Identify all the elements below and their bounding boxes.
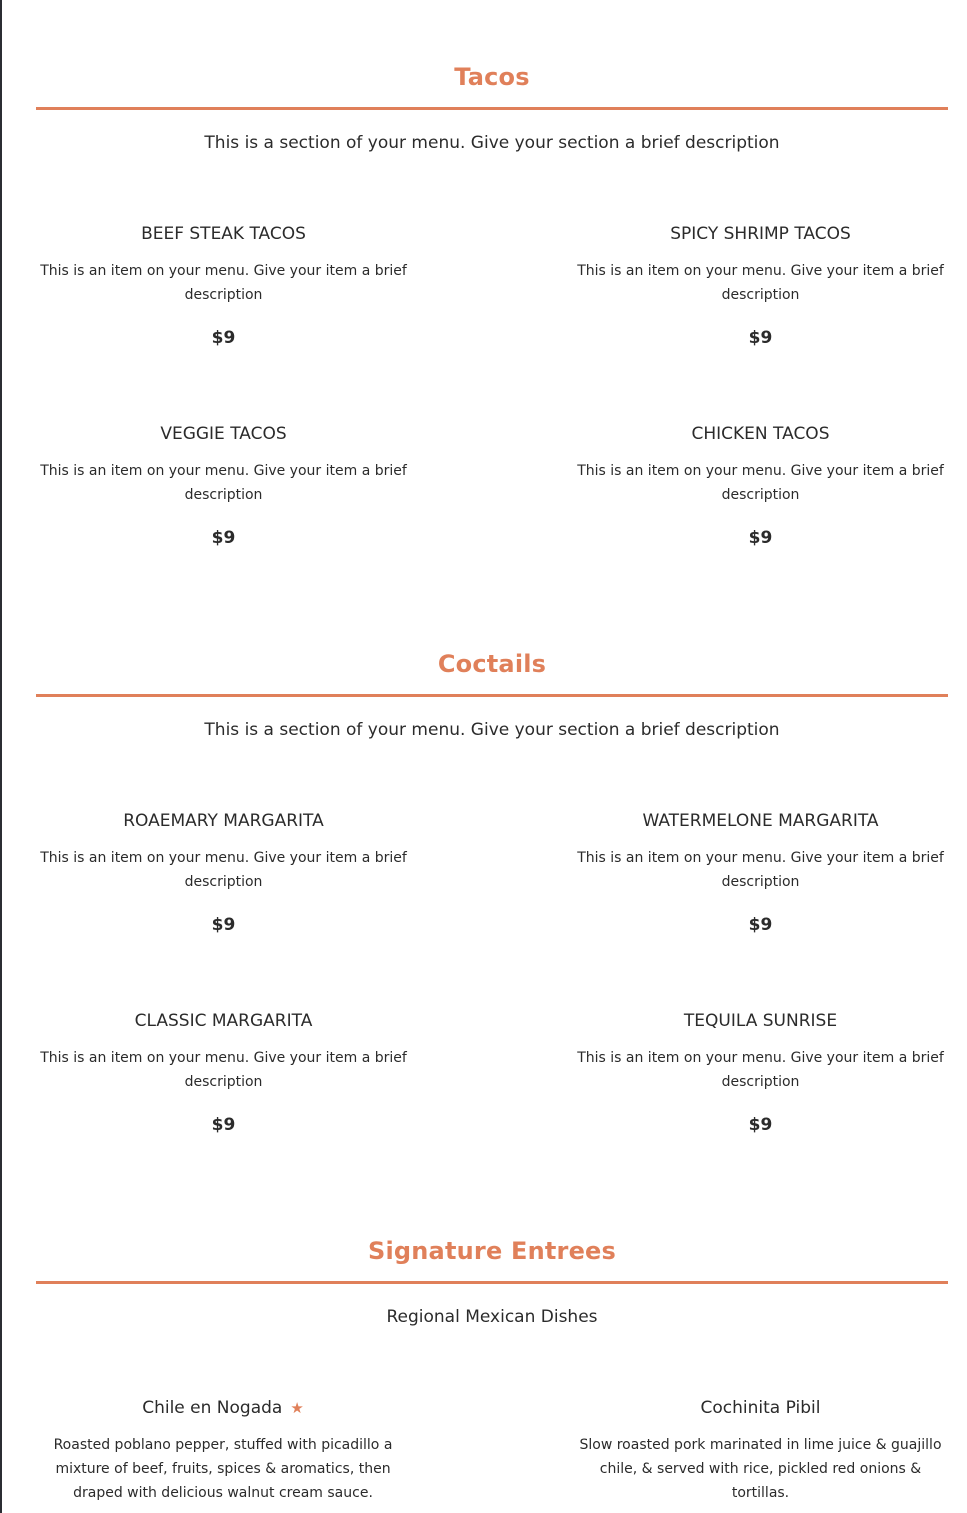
- star-icon: ★: [290, 1399, 304, 1417]
- menu-item[interactable]: [573, 1010, 948, 1136]
- item-price: $9: [211, 528, 236, 548]
- item-price: $9: [211, 915, 236, 935]
- item-description: This is an item on your menu. Give your item a brief description: [577, 1050, 944, 1090]
- section-title-signature-entrees: Signature Entrees: [367, 1237, 617, 1265]
- item-name: SPICY SHRIMP TACOS: [670, 224, 851, 244]
- item-name: CHICKEN TACOS: [691, 424, 830, 444]
- item-description: This is an item on your menu. Give your item a brief description: [577, 463, 944, 503]
- item-price: $9: [748, 915, 773, 935]
- item-description: This is an item on your menu. Give your item a brief description: [577, 850, 944, 890]
- item-description: This is an item on your menu. Give your item a brief description: [40, 850, 407, 890]
- item-description: This is an item on your menu. Give your item a brief description: [40, 263, 407, 303]
- item-price: $9: [748, 528, 773, 548]
- item-description: Roasted poblano pepper, stuffed with picadillo a mixture of beef, fruits, spices & aromatics, then draped with delicious walnut cream sauce.: [53, 1437, 393, 1501]
- item-name: TEQUILA SUNRISE: [683, 1011, 838, 1031]
- menu-page: [36, 0, 948, 1513]
- menu-item[interactable]: [573, 1397, 948, 1505]
- menu-item[interactable]: [36, 810, 411, 936]
- item-price: $9: [748, 1115, 773, 1135]
- menu-item[interactable]: [36, 1010, 411, 1136]
- item-name: Chile en Nogada: [142, 1398, 283, 1418]
- item-price: $9: [211, 328, 236, 348]
- section-description: This is a section of your menu. Give your section a brief description: [204, 133, 780, 153]
- item-description: This is an item on your menu. Give your item a brief description: [577, 263, 944, 303]
- menu-item[interactable]: [573, 423, 948, 549]
- section-description: Regional Mexican Dishes: [386, 1307, 598, 1327]
- item-name: CLASSIC MARGARITA: [134, 1011, 313, 1031]
- item-price: $9: [211, 1115, 236, 1135]
- section-divider: [36, 1281, 948, 1284]
- menu-item[interactable]: [573, 223, 948, 349]
- left-border: [0, 0, 2, 1513]
- item-description: This is an item on your menu. Give your item a brief description: [40, 1050, 407, 1090]
- menu-item[interactable]: [48, 1397, 398, 1505]
- section-divider: [36, 694, 948, 697]
- menu-item[interactable]: [36, 223, 411, 349]
- item-name-row: [48, 1397, 398, 1419]
- item-name: VEGGIE TACOS: [160, 424, 287, 444]
- section-title-coctails: Coctails: [437, 650, 547, 678]
- item-price: $9: [748, 328, 773, 348]
- menu-item[interactable]: [36, 423, 411, 549]
- item-name: ROAEMARY MARGARITA: [123, 811, 324, 831]
- item-name: WATERMELONE MARGARITA: [642, 811, 879, 831]
- item-description: This is an item on your menu. Give your item a brief description: [40, 463, 407, 503]
- menu-item[interactable]: [573, 810, 948, 936]
- item-name: BEEF STEAK TACOS: [141, 224, 306, 244]
- item-name: Cochinita Pibil: [700, 1398, 821, 1418]
- section-title-tacos: Tacos: [454, 63, 530, 91]
- section-description: This is a section of your menu. Give your section a brief description: [204, 720, 780, 740]
- item-description: Slow roasted pork marinated in lime juice & guajillo chile, & served with rice, pickled red onions & tortillas.: [579, 1437, 942, 1501]
- section-divider: [36, 107, 948, 110]
